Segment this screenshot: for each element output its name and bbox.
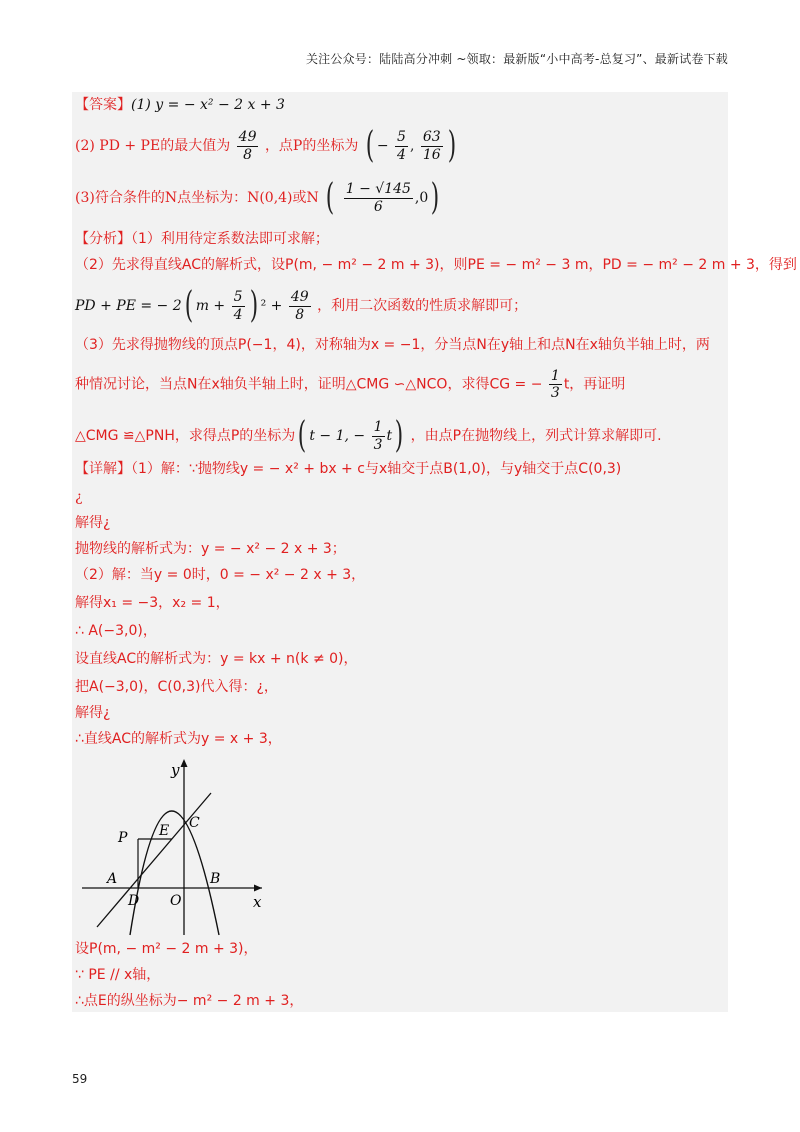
detail-line-11: ∴直线AC的解析式为y = x + 3， — [75, 731, 282, 747]
detail-line-14: ∴点E的纵坐标为− m² − 2 m + 3， — [75, 993, 304, 1009]
fraction-1-3 — [549, 368, 562, 401]
parabola-diagram — [77, 755, 267, 940]
fraction-5-4 — [232, 289, 245, 322]
frac-den: 3 — [550, 385, 560, 402]
answer-2-text: (2) PD + PE的最大值为 — [75, 138, 231, 154]
comma: , — [409, 138, 415, 154]
fraction-49-8 — [289, 289, 311, 322]
analysis-line-2: （2）先求得直线AC的解析式，设P(m, − m² − 2 m + 3)，则PE = − m² − 3 m，PD = − m² − 2 m + 3，得到 — [75, 257, 797, 273]
detail-line-10: 解得¿ — [75, 705, 111, 721]
answer-3-tail: ,0 — [414, 190, 429, 206]
frac-num: 49 — [290, 289, 309, 306]
right-paren: ) — [431, 177, 440, 218]
fraction-5-4 — [395, 129, 408, 162]
analysis-6-d: ，由点P在抛物线上，列式计算求解即可. — [410, 428, 662, 444]
page-number: 59 — [72, 1072, 88, 1086]
frac-den: 6 — [373, 198, 383, 215]
label-y: y — [171, 761, 180, 779]
frac-num: 1 — [373, 419, 383, 436]
detail-line-2: ¿ — [75, 489, 83, 505]
fraction-sqrt145 — [344, 181, 413, 214]
analysis-line-3 — [75, 285, 528, 326]
analysis-3-d: ，利用二次函数的性质求解即可； — [317, 298, 528, 314]
fraction-63-16 — [421, 129, 443, 162]
analysis-6-c: t — [386, 428, 393, 444]
answer-tag: 【答案】 — [75, 97, 131, 113]
right-paren: ) — [447, 125, 456, 166]
left-paren: ( — [326, 177, 335, 218]
answer-3-text: (3)符合条件的N点坐标为：N(0,4)或N — [75, 190, 319, 206]
detail-line-3: 解得¿ — [75, 515, 111, 531]
fraction-49-8 — [237, 129, 259, 162]
left-paren: ( — [365, 125, 375, 166]
frac-num: 5 — [233, 289, 243, 306]
detail-line-7: ∴ A(−3,0)， — [75, 623, 157, 639]
analysis-3-b: m + — [195, 298, 226, 314]
detail-tag: 【详解】 — [75, 461, 131, 477]
frac-den: 4 — [397, 146, 406, 163]
right-paren: ) — [249, 285, 258, 326]
detail-line-9: 把A(−3,0)，C(0,3)代入得：¿， — [75, 679, 278, 695]
analysis-line-4: （3）先求得抛物线的顶点P(−1，4)，对称轴为x = −1，分当点N在y轴上和点N在x轴负半轴上时，两 — [75, 337, 710, 353]
label-a: A — [107, 871, 118, 887]
analysis-5-a: 种情况讨论，当点N在x轴负半轴上时，证明△CMG ∽△NCO，求得CG = − — [75, 376, 543, 393]
answer-1-text: (1) y = − x² − 2 x + 3 — [131, 97, 285, 113]
solution-panel — [72, 92, 797, 1012]
frac-den: 8 — [243, 146, 253, 163]
label-b: B — [210, 871, 221, 887]
detail-line-5: （2）解：当y = 0时，0 = − x² − 2 x + 3， — [75, 567, 366, 583]
label-p: P — [118, 830, 128, 846]
analysis-3-c: ² + — [260, 298, 283, 314]
frac-num: 63 — [422, 129, 441, 146]
analysis-5-b: t，再证明 — [563, 376, 626, 393]
analysis-1-text: （1）利用待定系数法即可求解； — [131, 231, 329, 247]
detail-1-text: （1）解：∵抛物线y = − x² + bx + c与x轴交于点B(1,0)，与y轴交于点C(0,3) — [131, 461, 622, 477]
analysis-3-a: PD + PE = − 2 — [75, 298, 182, 314]
detail-line-6: 解得x₁ = −3，x₂ = 1， — [75, 595, 230, 611]
analysis-6-b: t − 1, − — [309, 428, 366, 444]
left-paren: ( — [184, 285, 193, 326]
answer-line-1 — [75, 96, 285, 114]
label-c: C — [189, 815, 200, 831]
frac-den: 4 — [233, 306, 243, 323]
label-x: x — [253, 893, 262, 911]
left-paren: ( — [298, 415, 307, 456]
x-axis-arrow — [254, 885, 262, 892]
analysis-line-5 — [75, 368, 625, 401]
frac-num: 1 − √145 — [345, 181, 411, 198]
answer-2-text-b: ，点P的坐标为 — [264, 138, 359, 154]
frac-den: 8 — [295, 306, 305, 323]
detail-line-8: 设直线AC的解析式为：y = kx + n(k ≠ 0)， — [75, 651, 358, 667]
fraction-1-3 — [372, 419, 385, 452]
analysis-line-6 — [75, 415, 662, 456]
answer-line-2 — [75, 125, 459, 166]
line-ac — [97, 793, 211, 927]
right-paren: ) — [394, 415, 404, 456]
frac-num: 5 — [397, 129, 406, 146]
y-axis-arrow — [181, 759, 188, 767]
analysis-tag: 【分析】 — [75, 231, 131, 247]
minus-sign: − — [376, 138, 389, 154]
label-o: O — [170, 893, 182, 909]
detail-line-13: ∵ PE // x轴， — [75, 967, 161, 983]
detail-line-12: 设P(m, − m² − 2 m + 3)， — [75, 941, 258, 957]
frac-den: 3 — [373, 436, 383, 453]
answer-line-3 — [75, 177, 442, 218]
frac-den: 16 — [422, 146, 441, 163]
label-e: E — [159, 823, 170, 839]
frac-num: 1 — [550, 368, 560, 384]
analysis-line-1 — [75, 230, 329, 248]
label-d: D — [128, 893, 140, 909]
detail-line-1 — [75, 460, 621, 478]
analysis-6-a: △CMG ≌△PNH，求得点P的坐标为 — [75, 428, 296, 444]
page-header: 关注公众号：陆陆高分冲刺 ~领取：最新版“小中高考-总复习”、最新试卷下载 — [305, 52, 728, 66]
frac-num: 49 — [238, 129, 257, 146]
detail-line-4: 抛物线的解析式为：y = − x² − 2 x + 3； — [75, 541, 346, 557]
parabola-figure — [77, 755, 267, 940]
